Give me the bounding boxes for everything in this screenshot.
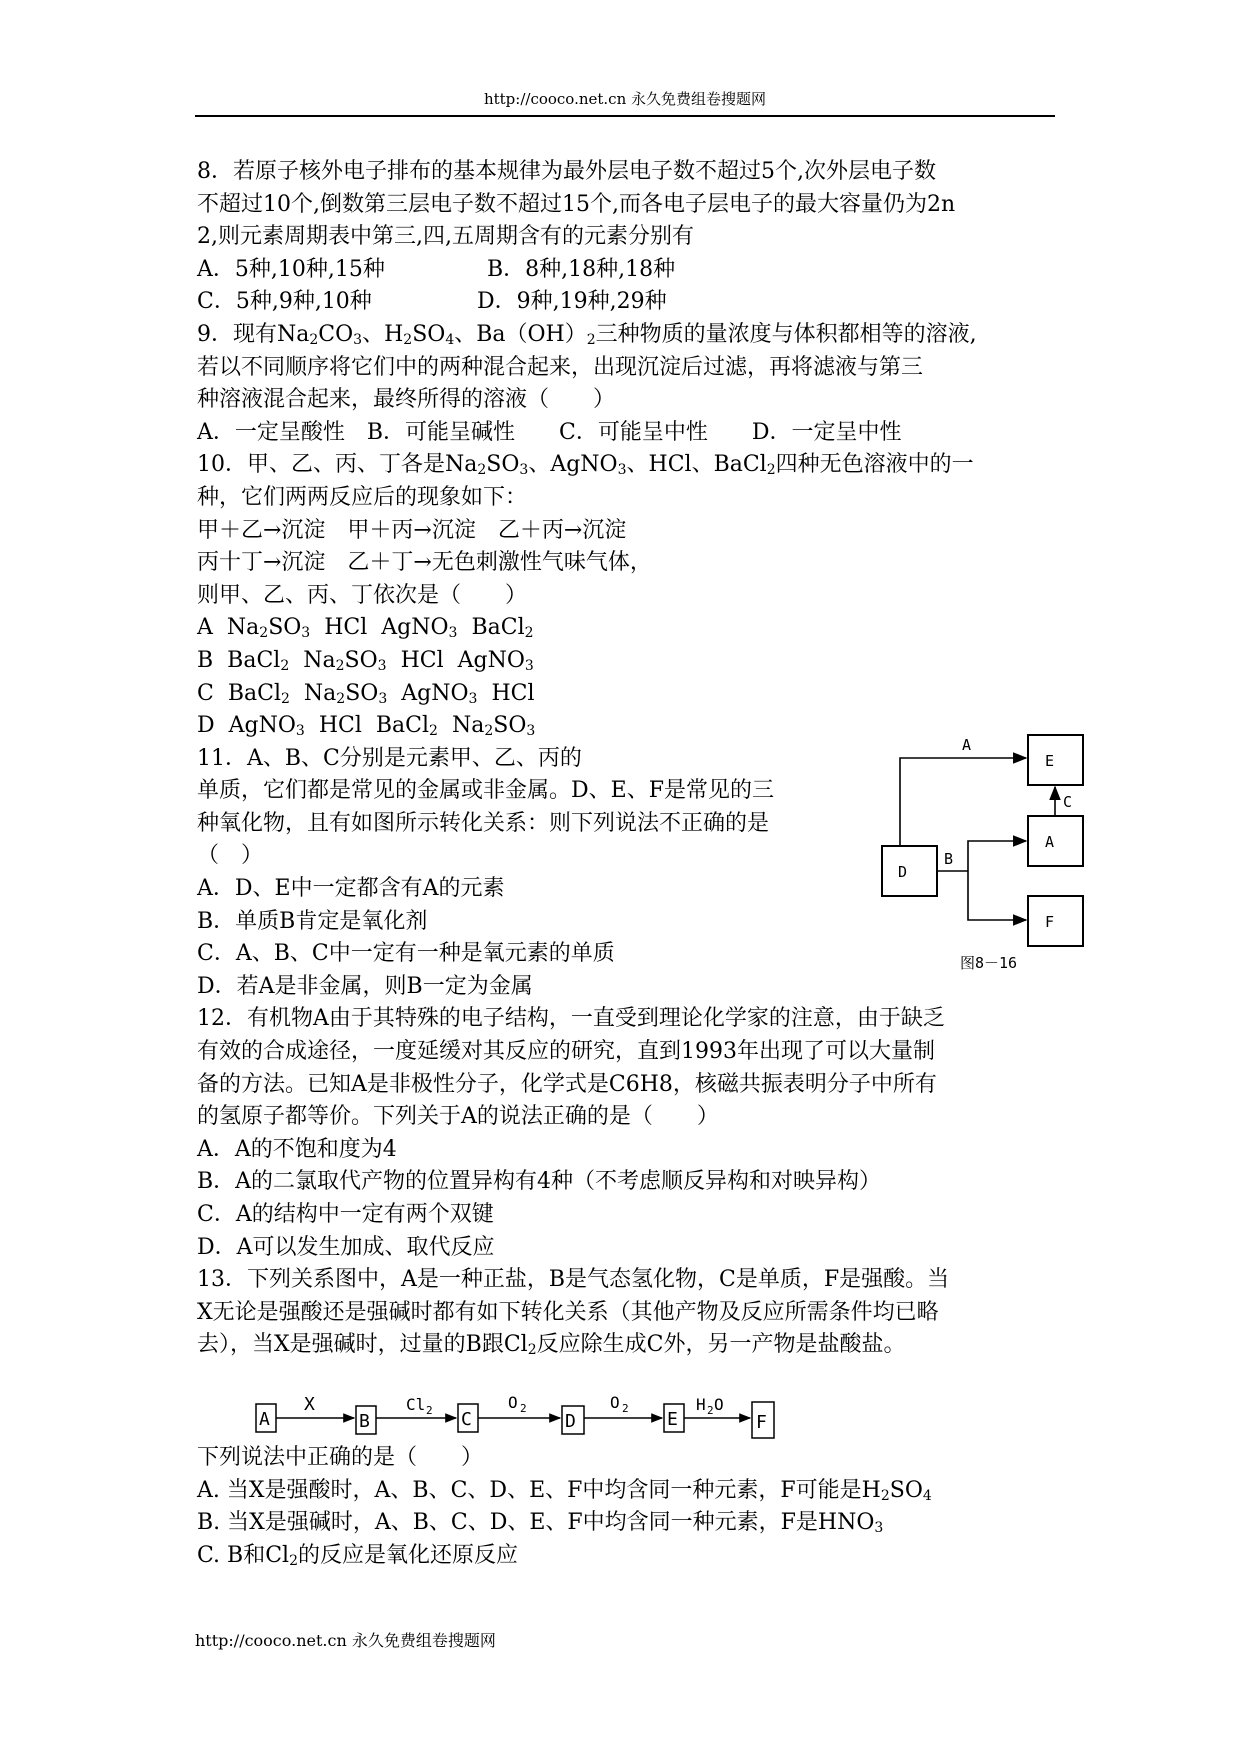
q10-line-1: 10．甲、乙、丙、丁各是$Na_2SO_3$、AgNO$_3$、HCl、BaCl$_2$四种无色溶液中的一 bbox=[197, 452, 974, 479]
label-a-top: A bbox=[962, 736, 972, 754]
q9-line-3: 种溶液混合起来，最终所得的溶液（ ） bbox=[197, 387, 616, 413]
q11-line-3: 种氧化物，且有如图所示转化关系：则下列说法不正确的是 bbox=[197, 810, 770, 836]
q10-option-a: A $Na_2SO_3$ HCl AgNO$_3$ BaCl$_2$ bbox=[197, 615, 534, 642]
box-a bbox=[1028, 816, 1083, 866]
arrow-to-f bbox=[968, 871, 1026, 920]
q8-option-d: D．9种,19种,29种 bbox=[477, 289, 667, 315]
arrow-d-to-e bbox=[900, 758, 1026, 846]
chain-reagent-o2-1: O bbox=[508, 1393, 518, 1412]
figure-caption: 图8－16 bbox=[960, 954, 1018, 972]
q10-line-5: 则甲、乙、丙、丁依次是（ ） bbox=[197, 582, 528, 608]
q12-option-c: C．A的结构中一定有两个双键 bbox=[197, 1202, 494, 1227]
chain-reagent-cl: Cl bbox=[406, 1395, 426, 1414]
q10-line-2: 种，它们两两反应后的现象如下： bbox=[197, 484, 528, 510]
q13-line-1: 13．下列关系图中，A是一种正盐，B是气态氢化物，C是单质，F是强酸。当 bbox=[197, 1267, 950, 1293]
q11-line-4: （ ） bbox=[197, 843, 264, 869]
chain-reagent-o2-1-sub: 2 bbox=[520, 1402, 527, 1415]
box-e bbox=[1028, 735, 1083, 785]
chain-reagent-o2-2-sub: 2 bbox=[622, 1402, 629, 1415]
q10-line-4: 丙十丁→沉淀 乙＋丁→无色刺激性气味气体， bbox=[197, 550, 652, 576]
q13-line-3: 去），当X是强碱时，过量的B跟$Cl_2$反应除生成C外，另一产物是盐酸盐。 bbox=[197, 1332, 906, 1359]
q12-line-1: 12．有机物A由于其特殊的电子结构，一直受到理论化学家的注意，由于缺乏 bbox=[197, 1006, 945, 1032]
q8-line-1: 8．若原子核外电子排布的基本规律为最外层电子数不超过5个,次外层电子数 bbox=[197, 159, 936, 184]
q13-question: 下列说法中正确的是（ ） bbox=[197, 1444, 484, 1470]
page-header: http://cooco.net.cn 永久免费组卷搜题网 bbox=[483, 90, 767, 108]
q8-options-cd bbox=[197, 286, 1057, 319]
q12-line-3: 备的方法。已知A是非极性分子，化学式是C6H8，核磁共振表明分子中所有 bbox=[197, 1071, 937, 1097]
q9-options: A．一定呈酸性 B．可能呈碱性 C．可能呈中性 D．一定呈中性 bbox=[197, 419, 902, 445]
q11-line-2: 单质，它们都是常见的金属或非金属。D、E、F是常见的三 bbox=[197, 778, 774, 804]
figure-8-16 bbox=[870, 720, 1100, 975]
reaction-chain-diagram bbox=[250, 1388, 790, 1448]
q13-option-b: B. 当X是强碱时，A、B、C、D、E、F中均含同一种元素，F是$HNO_3$ bbox=[197, 1510, 884, 1537]
header-rule bbox=[195, 115, 1055, 117]
box-f-label: F bbox=[1045, 913, 1055, 931]
box-d bbox=[882, 846, 937, 896]
q11-option-a: A．D、E中一定都含有A的元素 bbox=[197, 876, 505, 902]
q8-option-a: A．5种,10种,15种 bbox=[197, 256, 385, 282]
chain-reagent-x: X bbox=[304, 1394, 315, 1415]
box-a-label: A bbox=[1045, 833, 1055, 851]
q10-option-d: D AgNO$_3$ HCl BaCl$_2$ $Na_2SO_3$ bbox=[197, 713, 536, 740]
q13-option-a: A. 当X是强酸时，A、B、C、D、E、F中均含同一种元素，F可能是$H_2SO_4$ bbox=[197, 1477, 932, 1504]
q10-option-b: B BaCl$_2$ $Na_2SO_3$ HCl AgNO$_3$ bbox=[197, 647, 534, 674]
chain-reagent-o2-2: O bbox=[610, 1393, 620, 1412]
arrow-to-a bbox=[968, 841, 1026, 871]
q8-option-c: C．5种,9种,10种 bbox=[197, 289, 372, 315]
chain-label-f: F bbox=[756, 1412, 767, 1433]
q9-line-2: 若以不同顺序将它们中的两种混合起来，出现沉淀后过滤，再将滤液与第三 bbox=[197, 354, 924, 380]
chain-reagent-cl-sub: 2 bbox=[426, 1404, 433, 1417]
q12-option-a: A．A的不饱和度为4 bbox=[197, 1136, 397, 1162]
q11-option-d: D．若A是非金属，则B一定为金属 bbox=[197, 973, 533, 999]
box-d-label: D bbox=[898, 863, 908, 881]
q12-line-4: 的氢原子都等价。下列关于A的说法正确的是（ ） bbox=[197, 1104, 719, 1130]
label-c: C bbox=[1063, 793, 1073, 811]
q8-line-3: 2,则元素周期表中第三,四,五周期含有的元素分别有 bbox=[197, 224, 694, 250]
q8-options-ab bbox=[197, 254, 1057, 287]
box-f bbox=[1028, 896, 1083, 946]
q13-option-c: C. B和$Cl_2$的反应是氧化还原反应 bbox=[197, 1542, 519, 1569]
chain-reagent-h2o-o: O bbox=[714, 1395, 724, 1414]
q10-line-3: 甲＋乙→沉淀 甲＋丙→沉淀 乙＋丙→沉淀 bbox=[197, 517, 627, 543]
label-b: B bbox=[944, 850, 954, 868]
chain-label-e: E bbox=[667, 1409, 678, 1430]
q9-line-1: 9．现有$Na_2CO_3$、$H_2SO_4$、$Ba(OH)_2$三种物质的量浓度与体积都相等的溶液, bbox=[197, 321, 977, 348]
q11-line-1: 11．A、B、C分别是元素甲、乙、丙的 bbox=[197, 745, 582, 771]
box-e-label: E bbox=[1045, 752, 1055, 770]
q8-option-b: B．8种,18种,18种 bbox=[487, 256, 676, 282]
chain-label-d: D bbox=[565, 1411, 576, 1432]
q13-line-2: X无论是强酸还是强碱时都有如下转化关系（其他产物及反应所需条件均已略 bbox=[197, 1299, 939, 1325]
q11-option-c: C．A、B、C中一定有一种是氧元素的单质 bbox=[197, 941, 615, 967]
q10-option-c: C BaCl$_2$ $Na_2SO_3$ AgNO$_3$ HCl bbox=[197, 680, 535, 707]
chain-reagent-h2o-sub: 2 bbox=[707, 1404, 714, 1417]
chain-label-c: C bbox=[461, 1409, 472, 1430]
q12-option-b: B．A的二氯取代产物的位置异构有4种（不考虑顺反异构和对映异构） bbox=[197, 1169, 882, 1195]
q8-line-2: 不超过10个,倒数第三层电子数不超过15个,而各电子层电子的最大容量仍为2n bbox=[197, 191, 956, 217]
chain-label-a: A bbox=[259, 1409, 270, 1430]
chain-reagent-h2o-h: H bbox=[696, 1395, 706, 1414]
q12-line-2: 有效的合成途径，一度延缓对其反应的研究，直到1993年出现了可以大量制 bbox=[197, 1039, 935, 1065]
q12-option-d: D．A可以发生加成、取代反应 bbox=[197, 1234, 495, 1260]
q11-option-b: B．单质B肯定是氧化剂 bbox=[197, 908, 428, 934]
page-footer: http://cooco.net.cn 永久免费组卷搜题网 bbox=[195, 1631, 496, 1650]
chain-label-b: B bbox=[359, 1411, 370, 1432]
